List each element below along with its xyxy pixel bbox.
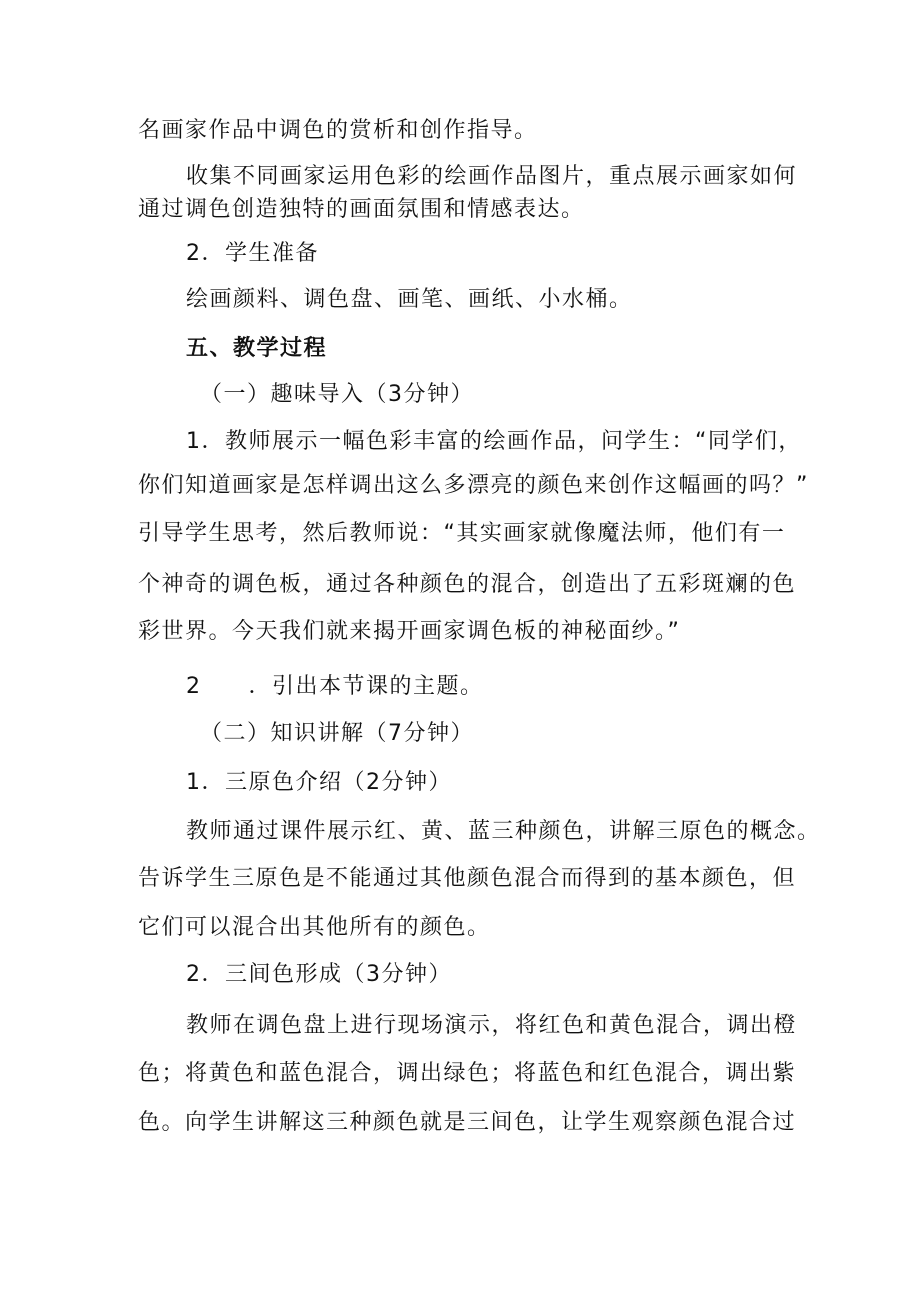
text-line: 2 ．引出本节课的主题。: [186, 674, 484, 699]
text-line: 1．三原色介绍（2分钟）: [186, 770, 452, 795]
text-line: 色。向学生讲解这三种颜色就是三间色，让学生观察颜色混合过: [138, 1110, 797, 1135]
text-line: 你们知道画家是怎样调出这么多漂亮的颜色来创作这幅画的吗？”: [138, 473, 809, 498]
text-line: 收集不同画家运用色彩的绘画作品图片，重点展示画家如何: [186, 164, 798, 189]
text-line: 告诉学生三原色是不能通过其他颜色混合而得到的基本颜色，但: [138, 866, 797, 891]
text-line: 2．三间色形成（3分钟）: [186, 962, 452, 987]
text-line: 教师在调色盘上进行现场演示，将红色和黄色混合，调出橙: [186, 1013, 798, 1038]
text-line: 它们可以混合出其他所有的颜色。: [138, 915, 491, 940]
section-heading: 五、教学过程: [186, 336, 328, 361]
text-line: 个神奇的调色板，通过各种颜色的混合，创造出了五彩斑斓的色: [138, 572, 797, 597]
text-line: 2．学生准备: [186, 241, 319, 266]
text-line: 色；将黄色和蓝色混合，调出绿色；将蓝色和红色混合，调出紫: [138, 1061, 797, 1086]
text-line: 通过调色创造独特的画面氛围和情感表达。: [138, 197, 585, 222]
text-line: 1．教师展示一幅色彩丰富的绘画作品，问学生：“同学们，: [186, 429, 802, 454]
text-line: 教师通过课件展示红、黄、蓝三种颜色，讲解三原色的概念。: [186, 819, 821, 844]
text-line: 彩世界。今天我们就来揭开画家调色板的神秘面纱。”: [138, 619, 681, 644]
text-line: 引导学生思考，然后教师说：“其实画家就像魔法师，他们有一: [138, 521, 786, 546]
text-line: 名画家作品中调色的赏析和创作指导。: [138, 118, 538, 143]
text-line: 绘画颜料、调色盘、画笔、画纸、小水桶。: [186, 287, 633, 312]
subsection-heading: （一）趣味导入（3分钟）: [200, 382, 474, 407]
subsection-heading: （二）知识讲解（7分钟）: [200, 721, 474, 746]
